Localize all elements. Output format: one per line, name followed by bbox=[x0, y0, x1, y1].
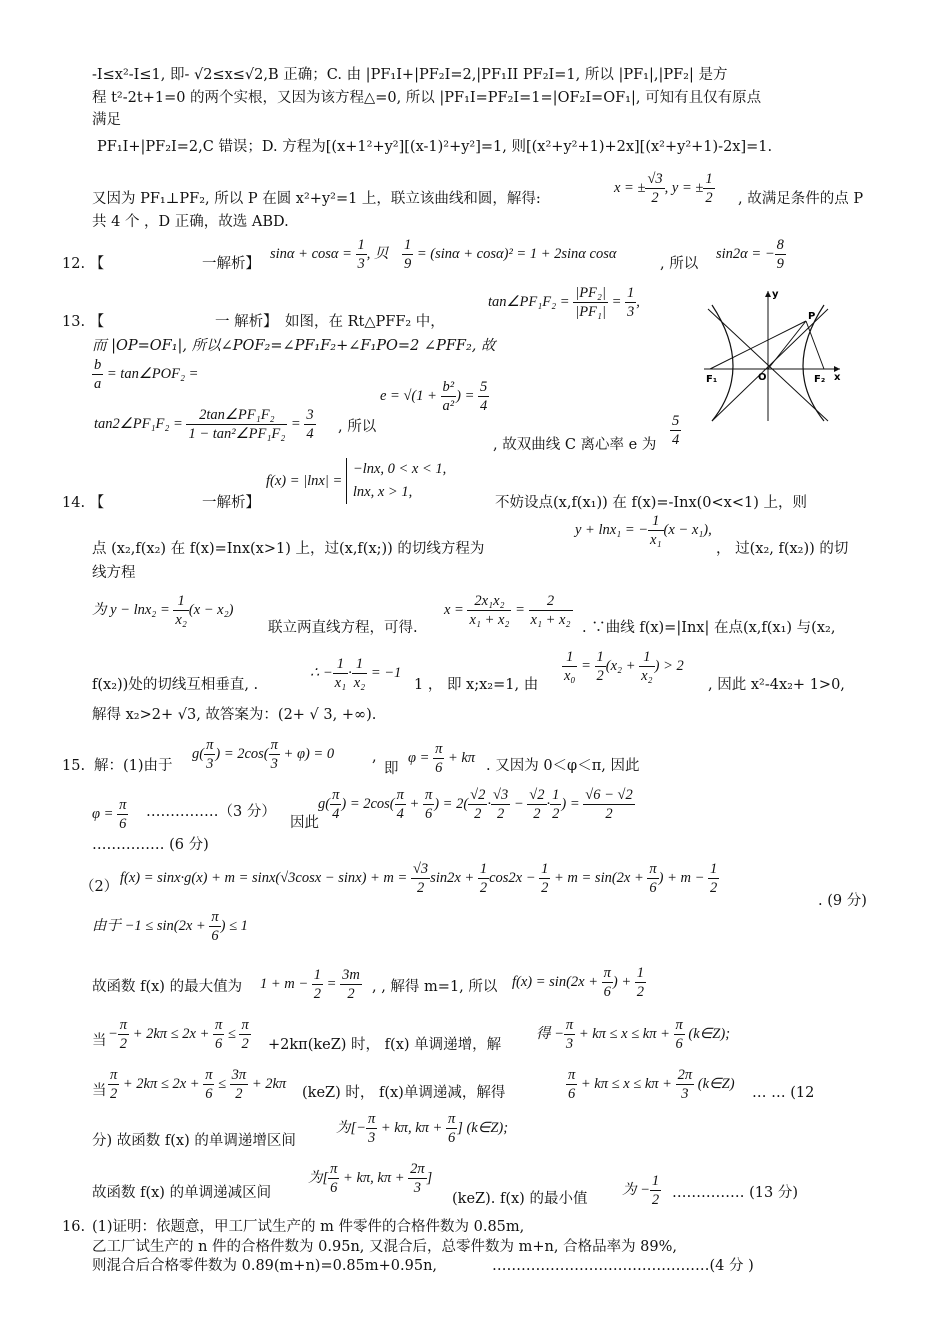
p15-text-12: (keZ) 时， f(x)单调递减，解得 bbox=[302, 1085, 506, 1101]
p16-line-3: 则混合后合格零件数为 0.89(m+n)=0.85m+0.95n, bbox=[92, 1258, 438, 1274]
p14-line-3: 线方程 bbox=[92, 565, 136, 581]
p11-line-5-end: , 故满足条件的点 P bbox=[738, 191, 864, 207]
p12-label: 一解析】 bbox=[202, 256, 260, 272]
p14-label: 一解析】 bbox=[202, 495, 260, 511]
p15-formula-4: g( $\frac{\pi}{4}$ ) = 2cos( $\frac{\pi}{4}$ + $\frac{\pi}{6}$ ) = 2( $\frac{√2}{2}$ · $\frac{√3}{2}$ − $\frac{√2}{2}$ · $\frac{1}{2}$ ) = $\frac{√6 - √2}{2}$ bbox=[318, 787, 633, 823]
p15-formula-15: 为 − $\frac{1}{2}$ bbox=[622, 1173, 660, 1209]
p16-dots: ………………………………………(4 分 ) bbox=[492, 1258, 754, 1274]
p14-formula-5: ∴ − $\frac{1}{\text{x₁}}$ · $\frac{1}{\text{x₂}}$ = −1 bbox=[310, 656, 402, 692]
p15-formula-11: $\frac{\pi}{2}$ + 2kπ ≤ 2x + $\frac{\pi}{6}$ ≤ $\frac{3\pi}{2}$ + 2kπ bbox=[110, 1067, 287, 1103]
p13-label: 一 解析】 bbox=[215, 314, 278, 330]
p16-line-1: (1)证明：依题意，甲工厂试生产的 m 件零件的合格件数为 0.85m, bbox=[92, 1219, 525, 1235]
p13-number: 13. 【 bbox=[62, 314, 105, 330]
p15-formula-9: − $\frac{\pi}{2}$ + 2kπ ≤ 2x + $\frac{\pi}{6}$ ≤ $\frac{\pi}{2}$ bbox=[108, 1017, 249, 1053]
p14-formula-3: 为 y − lnx₂ = $\frac{1}{\text{x₂}}$ (x − x₂) bbox=[92, 593, 234, 629]
p14-line-2-end: ， 过(x₂, f(x₂)) 的切 bbox=[716, 541, 849, 557]
p15-text-14: 故函数 f(x) 的单调递减区间 bbox=[92, 1185, 272, 1201]
p14-line-6: 解得 x₂>2+ √3, 故答案为：(2+ √ 3, +∞). bbox=[92, 707, 377, 723]
p12-formula-2: $\frac{1}{9}$ = (sinα + cosα)² = 1 + 2sinα cosα bbox=[404, 237, 617, 273]
p15-dots-3: … … (12 bbox=[752, 1085, 815, 1101]
hyperbola-figure bbox=[700, 285, 845, 425]
p16-number: 16. bbox=[62, 1219, 86, 1235]
p11-line-6: 共 4 个 ，D 正确，故选 ABD. bbox=[92, 214, 289, 230]
segment-po bbox=[768, 321, 806, 369]
p15-formula-6: 由于 −1 ≤ sin(2x + $\frac{\pi}{6}$ ) ≤ 1 bbox=[92, 909, 248, 945]
p14-number: 14. 【 bbox=[62, 495, 105, 511]
p14-formula-6: $\frac{1}{\text{x₀}}$ = $\frac{1}{2}$ (x₂ + $\frac{1}{\text{x₂}}$ ) > 2 bbox=[564, 649, 684, 685]
label-f1: F₁ bbox=[706, 374, 718, 385]
p15-text-7: 故函数 f(x) 的最大值为 bbox=[92, 979, 243, 995]
p13-formula-2: $\frac{b}{a}$ = tan∠POF₂ = bbox=[94, 357, 199, 393]
p15-text-15: (keZ). f(x) 的最小值 bbox=[452, 1191, 588, 1207]
p15-formula-8: f(x) = sin(2x + $\frac{\pi}{6}$ ) + $\frac{1}{2}$ bbox=[512, 965, 645, 1001]
label-p: P bbox=[808, 311, 816, 322]
p11-line-5: 又因为 PF₁⊥PF₂, 所以 P 在圆 x²+y²=1 上，联立该曲线和圆，解得: bbox=[92, 191, 541, 207]
p15-formula-2: φ = $\frac{\pi}{6}$ + kπ bbox=[408, 741, 476, 777]
p14-text-6: , 因此 x²-4x₂+ 1>0, bbox=[708, 677, 845, 693]
p13-text-1: 如图，在 Rt△PFF₂ 中， bbox=[285, 314, 445, 330]
p14-formula-1: f(x) = |lnx| = −lnx, 0 < x < 1, lnx, x > 1, bbox=[266, 458, 446, 504]
p15-number: 15. bbox=[62, 758, 86, 774]
p12-number: 12. 【 bbox=[62, 256, 105, 272]
p15-formula-10: 得 − $\frac{\pi}{3}$ + kπ ≤ x ≤ kπ + $\frac{\pi}{6}$ (k∈Z); bbox=[536, 1017, 731, 1053]
p13-formula-1: tan∠PF₁F₂ = $\frac{\text{|PF₂|}}{\text{|PF₁|}}$ = $\frac{1}{3}$ , bbox=[488, 285, 640, 321]
p15-formula-3: φ = $\frac{\pi}{6}$ bbox=[92, 797, 127, 833]
p15-text-5: 因此 bbox=[290, 815, 319, 831]
p15-dots-1: ……………（3 分） bbox=[146, 804, 276, 820]
p13-formula-3: e = √(1 + $\frac{\text{b²}}{\text{a²}}$ ) = $\frac{5}{4}$ bbox=[380, 379, 488, 415]
p15-text-2: , bbox=[372, 749, 377, 765]
p13-line-2: 而 |OP=OF₁|, 所以∠POF₂=∠PF₁F₂+∠F₁PO=2 ∠PFF₂, 故 bbox=[92, 338, 496, 354]
p14-formula-4: x = $\frac{\text{2x₁x₂}}{\text{x₁ + x₂}}$ = $\frac{2}{\text{x₁ + x₂}}$ bbox=[444, 593, 571, 629]
p15-text-4: . 又因为 0＜φ＜π, 因此 bbox=[486, 758, 640, 774]
p13-formula-4: tan2∠PF₁F₂ = $\frac{\text{2tan∠PF₁F₂}}{\text{1 − tan²∠PF₁F₂}}$ = $\frac{3}{4}$ bbox=[94, 407, 314, 443]
p13-text-3: , 故双曲线 C 离心率 e 为 bbox=[493, 437, 657, 453]
p15-text-11: 当 bbox=[92, 1083, 107, 1099]
p11-line-1: -I≤x²-I≤1, 即- √2≤x≤√2,B 正确；C. 由 |PF₁I+|PF₂I=2,|PF₁II PF₂I=1, 所以 |PF₁|,|PF₂| 是方 bbox=[92, 67, 728, 83]
p12-text: , 所以 bbox=[660, 256, 699, 272]
p12-formula-3: sin2α = − $\frac{8}{9}$ bbox=[716, 237, 784, 273]
p14-line-2: 点 (x₂,f(x₂) 在 f(x)=Inx(x>1) 上，过(x,f(x;)) 的切线方程为 bbox=[92, 541, 485, 557]
p14-text-3: 联立两直线方程，可得. bbox=[268, 620, 418, 636]
p14-formula-2: y + lnx₁ = − $\frac{1}{\text{x₁}}$ (x − x₁), bbox=[575, 513, 712, 549]
label-y: y bbox=[772, 289, 779, 300]
p11-solution-formula: x = ± $\frac{√3}{2}$ , y = ± $\frac{1}{2}$ bbox=[614, 171, 713, 207]
p12-formula-1: sinα + cosα = $\frac{1}{3}$ , 贝 bbox=[270, 237, 389, 273]
p11-line-2: 程 t²-2t+1=0 的两个实根，又因为该方程△=0, 所以 |PF₁I=PF₂I=1=|OF₂I=OF₁|, 可知有且仅有原点 bbox=[92, 90, 762, 106]
p15-part-2: （2） bbox=[80, 879, 119, 895]
p15-text-3: 即 bbox=[384, 761, 399, 777]
p11-line-3: 满足 bbox=[92, 112, 121, 128]
p14-text-4: . ∵曲线 f(x)=|Inx| 在点(x,f(x₁) 与(x₂, bbox=[582, 620, 836, 636]
p13-text-2: , 所以 bbox=[338, 419, 377, 435]
p15-formula-5: f(x) = sinx·g(x) + m = sinx(√3cosx − sinx) + m = $\frac{√3}{2}$ sin2x + $\frac{1}{2}$ cos2x − $\frac{1}{2}$ + m = sin(2x + $\frac{\pi}{6}$ ) + m − $\frac{1}{2}$ bbox=[120, 861, 718, 897]
label-o: O bbox=[758, 372, 767, 383]
p15-text-8: , , 解得 m=1, 所以 bbox=[372, 979, 498, 995]
p15-text-13: 分) 故函数 f(x) 的单调递增区间 bbox=[92, 1133, 296, 1149]
p13-formula-5: $\frac{5}{4}$ bbox=[672, 413, 680, 449]
p14-text-5: 1 ， 即 x;x₂=1, 由 bbox=[414, 677, 539, 693]
p15-formula-13: 为[− $\frac{\pi}{3}$ + kπ, kπ + $\frac{\pi}{6}$ ] (k∈Z); bbox=[336, 1111, 509, 1147]
label-x: x bbox=[834, 372, 841, 383]
y-axis-arrow bbox=[765, 291, 771, 297]
p15-text-10: +2kπ(keZ) 时， f(x) 单调递增，解 bbox=[268, 1037, 502, 1053]
p15-formula-7: 1 + m − $\frac{1}{2}$ = $\frac{3m}{2}$ bbox=[260, 967, 360, 1003]
label-f2: F₂ bbox=[814, 374, 826, 385]
p15-formula-14: 为[ $\frac{\pi}{6}$ + kπ, kπ + $\frac{2\pi}{3}$ ] bbox=[308, 1161, 433, 1197]
p15-text-1: 解：(1)由于 bbox=[94, 758, 173, 774]
p15-dots-4: …………… (13 分) bbox=[672, 1185, 798, 1201]
p15-formula-12: $\frac{\pi}{6}$ + kπ ≤ x ≤ kπ + $\frac{2\pi}{3}$ (k∈Z) bbox=[568, 1067, 735, 1103]
p15-text-6: . (9 分) bbox=[818, 893, 867, 909]
p16-line-2: 乙工厂试生产的 n 件的合格件数为 0.95n, 又混合后，总零件数为 m+n, 合格品率为 89%, bbox=[92, 1239, 678, 1255]
p15-formula-1: g( $\frac{\pi}{3}$ ) = 2cos( $\frac{\pi}{3}$ + φ) = 0 bbox=[192, 737, 335, 773]
p14-text-1: 不妨设点(x,f(x₁)) 在 f(x)=-Inx(0<x<1) 上，则 bbox=[495, 495, 807, 511]
p11-line-4: PF₁I+|PF₂I=2,C 错误；D. 方程为[(x+1²+y²][(x-1)²+y²]=1, 则[(x²+y²+1)+2x][(x²+y²+1)-2x]=1. bbox=[97, 139, 773, 155]
p15-dots-2: …………… (6 分) bbox=[92, 837, 209, 853]
p15-text-9: 当 bbox=[92, 1033, 107, 1049]
p14-line-5: f(x₂))处的切线互相垂直, . bbox=[92, 677, 259, 693]
segment-pf2 bbox=[806, 321, 824, 369]
